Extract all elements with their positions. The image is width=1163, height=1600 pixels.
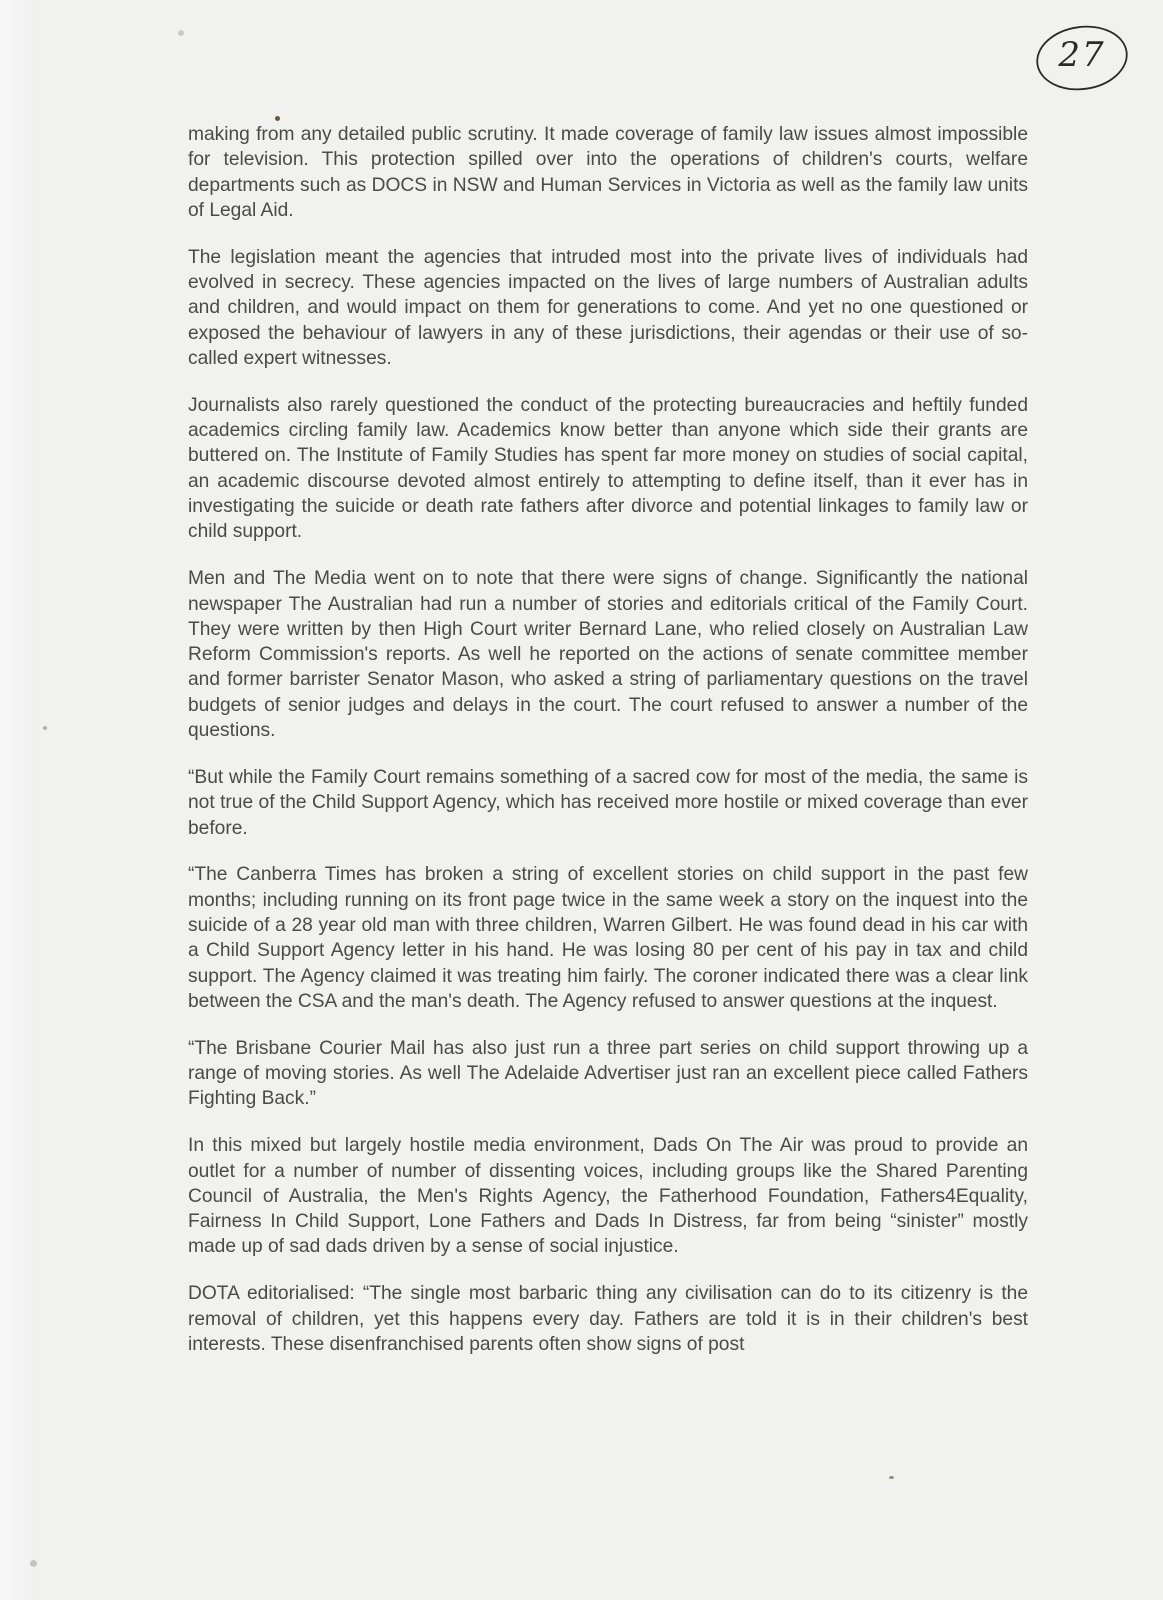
paragraph-6: “The Canberra Times has broken a string of excellent stories on child support in the past few months; including running on its front page twice in the same week a story on the inquest into the suicide of a 28 year old man with three children, Warren Gilbert. He was found dead in his car with a Child Support Agency letter in his hand. He was losing 80 per cent of his pay in tax and child support. The Agency claimed it was treating him fairly. The coroner indicated there was a clear link between the CSA and the man's death. The Agency refused to answer questions at the inquest. (188, 864, 1028, 1012)
paragraph-3: Journalists also rarely questioned the conduct of the protecting bureaucracies and heftily funded academics circling family law. Academics know better than anyone which side their grants are buttered on. The Institute of Family Studies has spent far more money on studies of social capital, an academic discourse devoted almost entirely to attempting to define itself, than it ever has in investigating the suicide or death rate fathers after divorce and potential linkages to family law or child support. (188, 394, 1028, 543)
paragraph-4: Men and The Media went on to note that there were signs of change. Significantly the national newspaper The Australian had run a number of stories and editorials critical of the Family Court. They were written by then High Court writer Bernard Lane, who relied closely on Australian Law Reform Commission's reports. As well he reported on the actions of senate committee member and former barrister Senator Mason, who asked a string of parliamentary questions on the travel budgets of senior judges and delays in the court. The court refused to answer a number of the questions. (188, 568, 1028, 742)
scan-speck (30, 1560, 37, 1567)
paragraph-1: making from any detailed public scrutiny. It made coverage of family law issues almost impossible for television. This protection spilled over into the operations of children's courts, welfare departments such as DOCS in NSW and Human Services in Victoria as well as the family law units of Legal Aid. (188, 124, 1028, 221)
paragraph-8: In this mixed but largely hostile media environment, Dads On The Air was proud to provide an outlet for a number of number of dissenting voices, including groups like the Shared Parenting Council of Australia, the Men's Rights Agency, the Fatherhood Foundation, Fathers4Equality, Fairness In Child Support, Lone Fathers and Dads In Distress, far from being “sinister” mostly made up of sad dads driven by a sense of social injustice. (188, 1135, 1028, 1258)
paragraph-5: “But while the Family Court remains something of a sacred cow for most of the media, the same is not true of the Child Support Agency, which has received more hostile or mixed coverage than ever before. (188, 766, 1028, 839)
handwritten-page-number (1034, 22, 1130, 94)
paragraph-9: DOTA editorialised: “The single most barbaric thing any civilisation can do to its citizenry is the removal of children, yet this happens every day. Fathers are told it is in their children's best interests. These disenfranchised parents often show signs of post (188, 1283, 1028, 1355)
paragraph-2: The legislation meant the agencies that intruded most into the private lives of individuals had evolved in secrecy. These agencies impacted on the lives of large numbers of Australian adults and children, and would impact on them for generations to come. And yet no one questioned or exposed the behaviour of lawyers in any of these jurisdictions, their agendas or their use of so-called expert witnesses. (188, 246, 1028, 369)
scan-speck (43, 726, 47, 730)
page-edge-shadow (0, 0, 40, 1600)
scan-speck (889, 1476, 894, 1479)
scan-speck (178, 30, 184, 36)
page-number-text: 27 (1058, 35, 1106, 75)
body-text (188, 122, 1028, 1379)
paragraph-7: “The Brisbane Courier Mail has also just run a three part series on child support throwing up a range of moving stories. As well The Adelaide Advertiser just ran an excellent piece called Fathers Fighting Back.” (188, 1037, 1028, 1110)
scan-speck (275, 116, 280, 121)
